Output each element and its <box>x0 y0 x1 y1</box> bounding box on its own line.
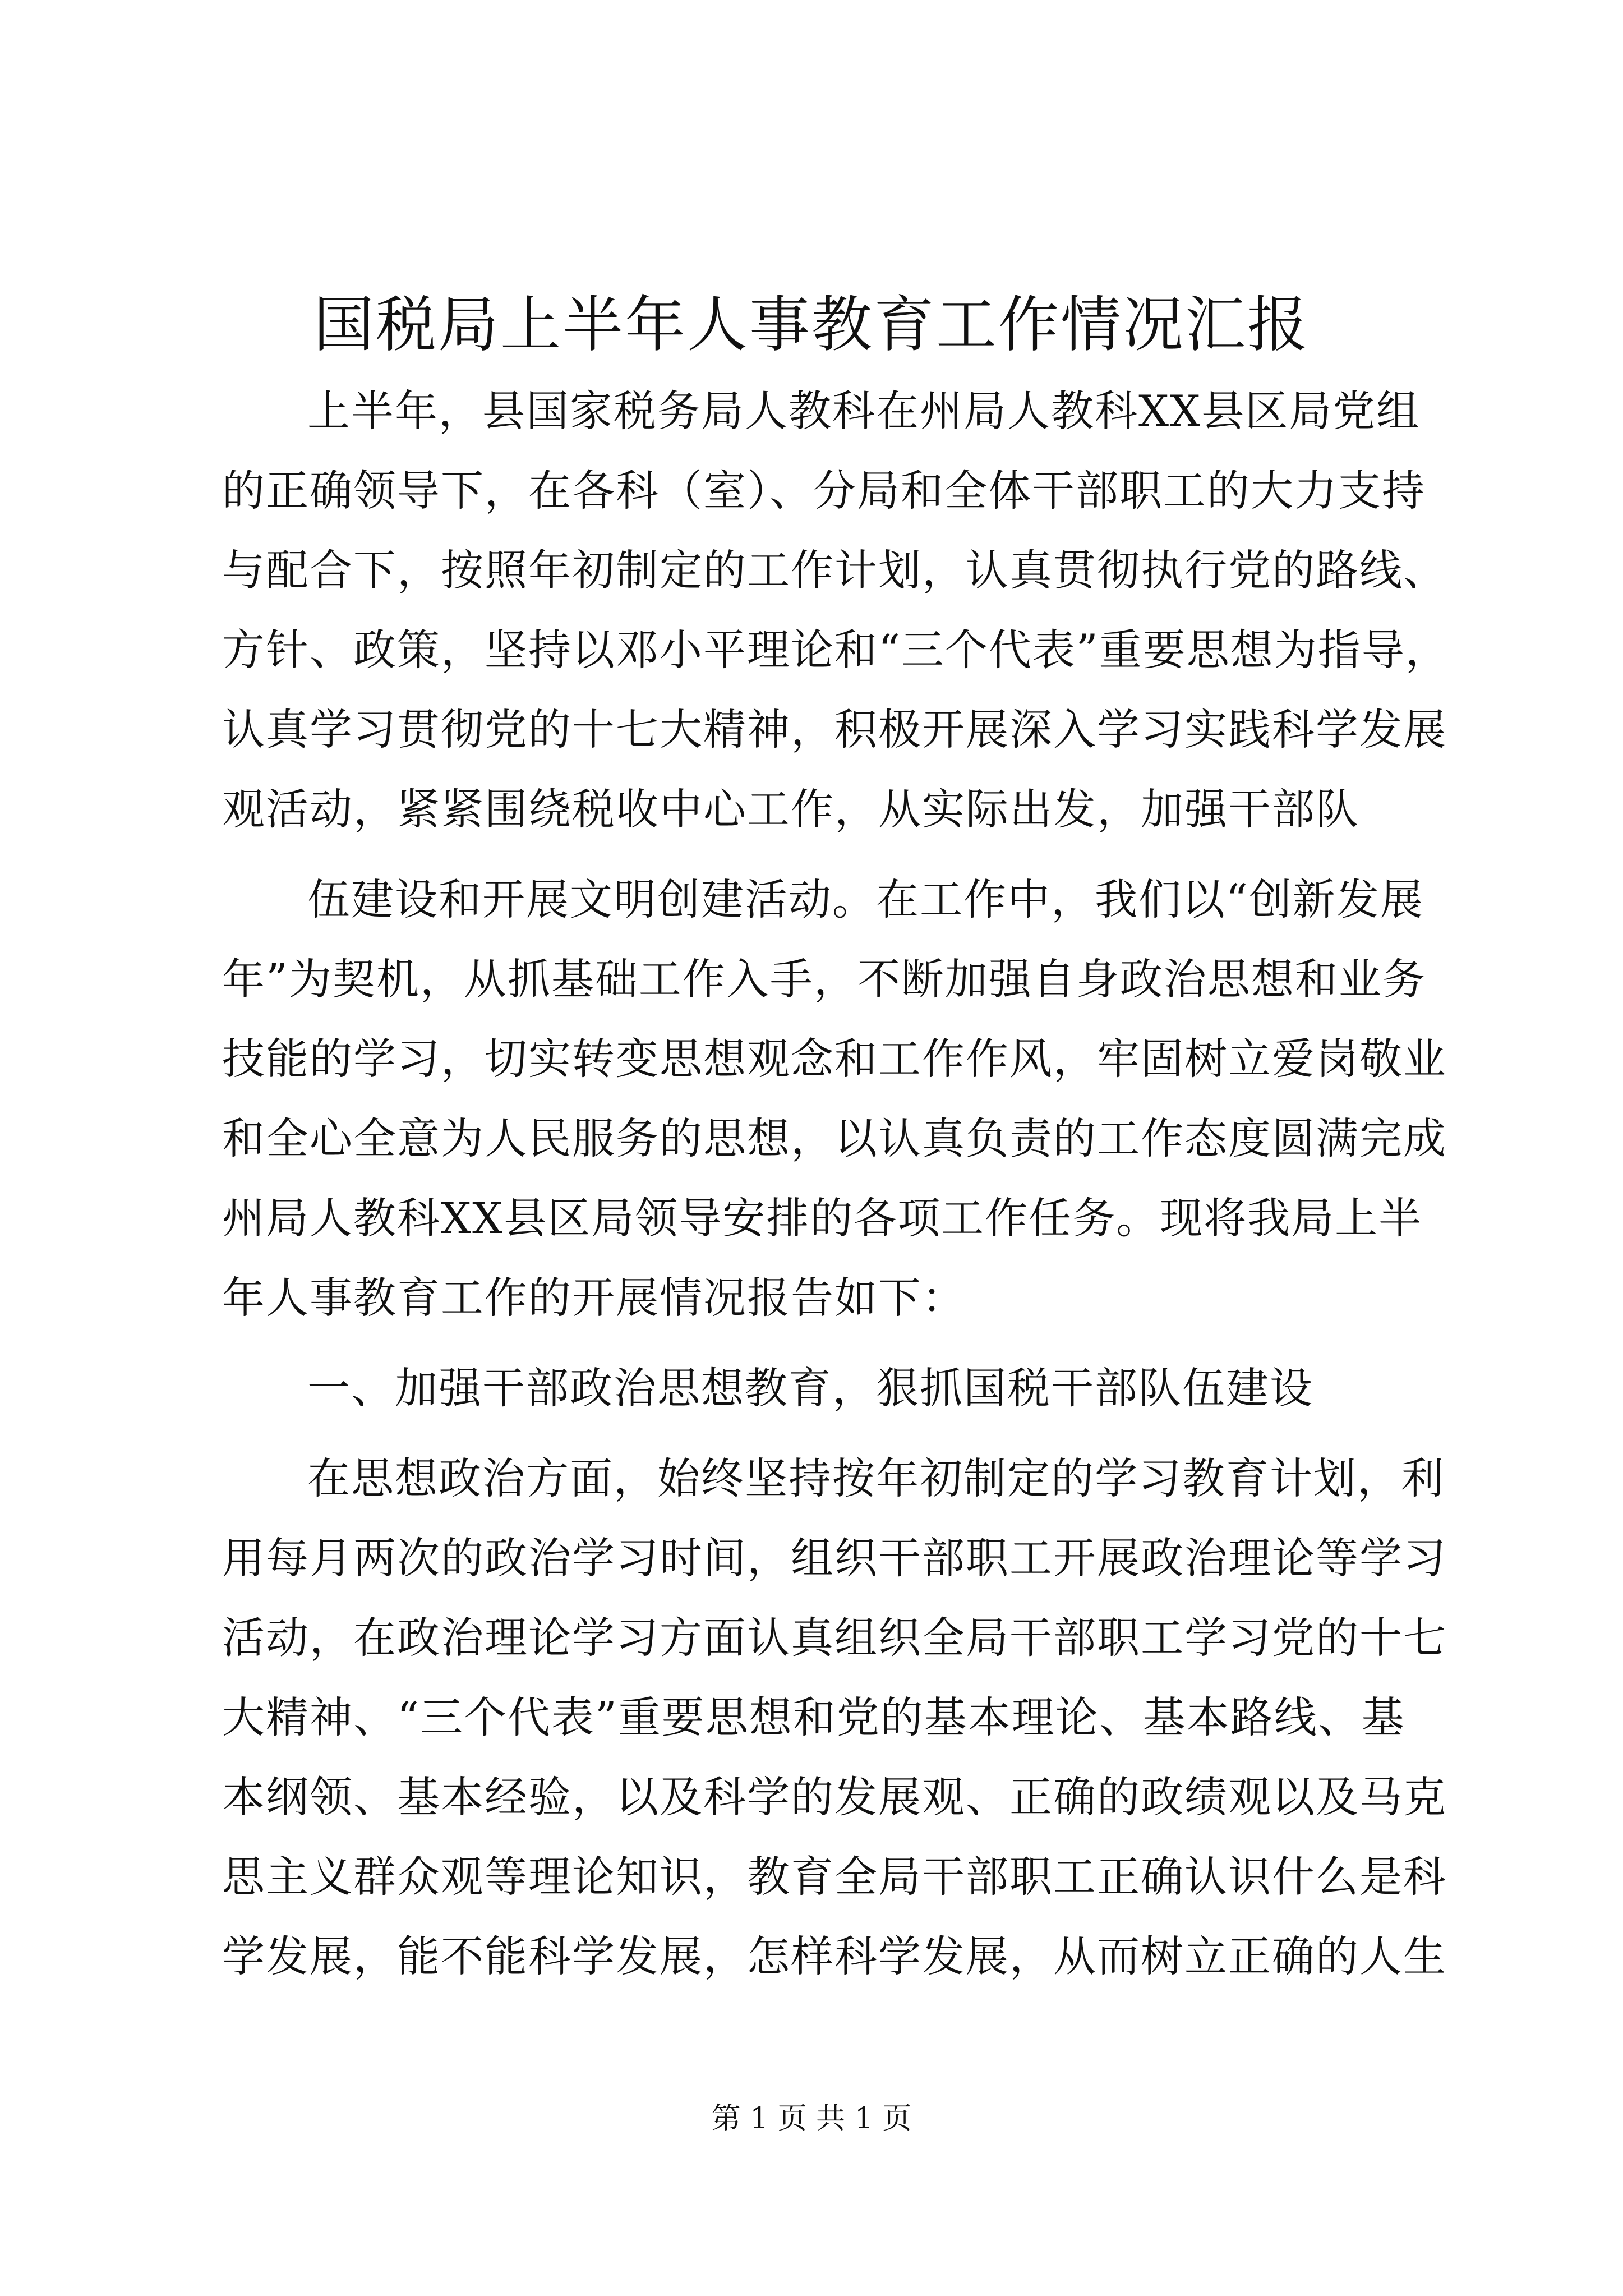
text-line: 思主义群众观等理论知识，教育全局干部职工正确认识什么是科 <box>222 1852 1447 1902</box>
text-line: 本纲领、基本经验，以及科学的发展观、正确的政绩观以及马克 <box>222 1772 1447 1822</box>
paragraph-3-cont <box>222 1692 1433 1742</box>
paragraph-3-cont <box>222 1931 1447 1981</box>
document-title: 国税局上半年人事教育工作情况汇报 <box>313 290 1310 360</box>
paragraph-1-cont <box>222 545 1447 595</box>
paragraph-2-cont <box>222 1114 1447 1163</box>
text-line: 年人事教育工作的开展情况报告如下： <box>222 1273 966 1323</box>
paragraph-1-cont <box>222 786 1433 832</box>
paragraph-2-cont <box>222 956 1433 1002</box>
paragraph-3 <box>222 1453 1445 1503</box>
text-line: 与配合下，按照年初制定的工作计划，认真贯彻执行党的路线、 <box>222 545 1447 595</box>
text-line: 伍建设和开展文明创建活动。在工作中，我们以“创新发展 <box>307 875 1424 924</box>
paragraph-2-cont <box>222 1275 1433 1321</box>
text-line: 方针、政策，坚持以邓小平理论和“三个代表”重要思想为指导， <box>222 625 1449 675</box>
text-line: 大精神、“三个代表”重要思想和党的基本理论、基本路线、基 <box>222 1692 1405 1742</box>
text-line: 上半年，县国家税务局人教科在州局人教科XX县区局党组 <box>307 386 1421 436</box>
paragraph-1 <box>222 388 1433 434</box>
paragraph-2 <box>222 877 1433 923</box>
paragraph-1-cont <box>222 705 1447 754</box>
text-line: 活动，在政治理论学习方面认真组织全局干部职工学习党的十七 <box>222 1613 1447 1663</box>
text-line: 年”为契机，从抓基础工作入手，不断加强自身政治思想和业务 <box>222 954 1426 1004</box>
section-heading-text: 一、加强干部政治思想教育，狠抓国税干部队伍建设 <box>307 1363 1313 1413</box>
text-line: 州局人教科XX县区局领导安排的各项工作任务。现将我局上半 <box>222 1193 1423 1243</box>
text-line: 认真学习贯彻党的十七大精神，积极开展深入学习实践科学发展 <box>222 705 1447 754</box>
text-line: 和全心全意为人民服务的思想，以认真负责的工作态度圆满完成 <box>222 1114 1447 1163</box>
text-line: 的正确领导下，在各科（室）、分局和全体干部职工的大力支持 <box>222 466 1426 516</box>
paragraph-3-cont <box>222 1613 1447 1663</box>
paragraph-2-cont <box>222 1034 1447 1084</box>
text-line: 在思想政治方面，始终坚持按年初制定的学习教育计划，利 <box>307 1453 1445 1503</box>
text-line: 用每月两次的政治学习时间，组织干部职工开展政治理论等学习 <box>222 1533 1447 1583</box>
paragraph-3-cont <box>222 1533 1447 1583</box>
paragraph-3-cont <box>222 1772 1447 1822</box>
text-line: 技能的学习，切实转变思想观念和工作作风，牢固树立爱岗敬业 <box>222 1034 1447 1084</box>
paragraph-1-cont <box>222 468 1433 514</box>
paragraph-1-cont <box>222 625 1449 675</box>
section-heading <box>222 1365 1433 1411</box>
page-number-footer: 第 1 页 共 1 页 <box>711 2102 912 2136</box>
text-line: 学发展，能不能科学发展，怎样科学发展，从而树立正确的人生 <box>222 1931 1447 1981</box>
paragraph-2-cont <box>222 1195 1433 1241</box>
paragraph-3-cont <box>222 1852 1447 1902</box>
text-line: 观活动，紧紧围绕税收中心工作，从实际出发，加强干部队 <box>222 784 1359 834</box>
